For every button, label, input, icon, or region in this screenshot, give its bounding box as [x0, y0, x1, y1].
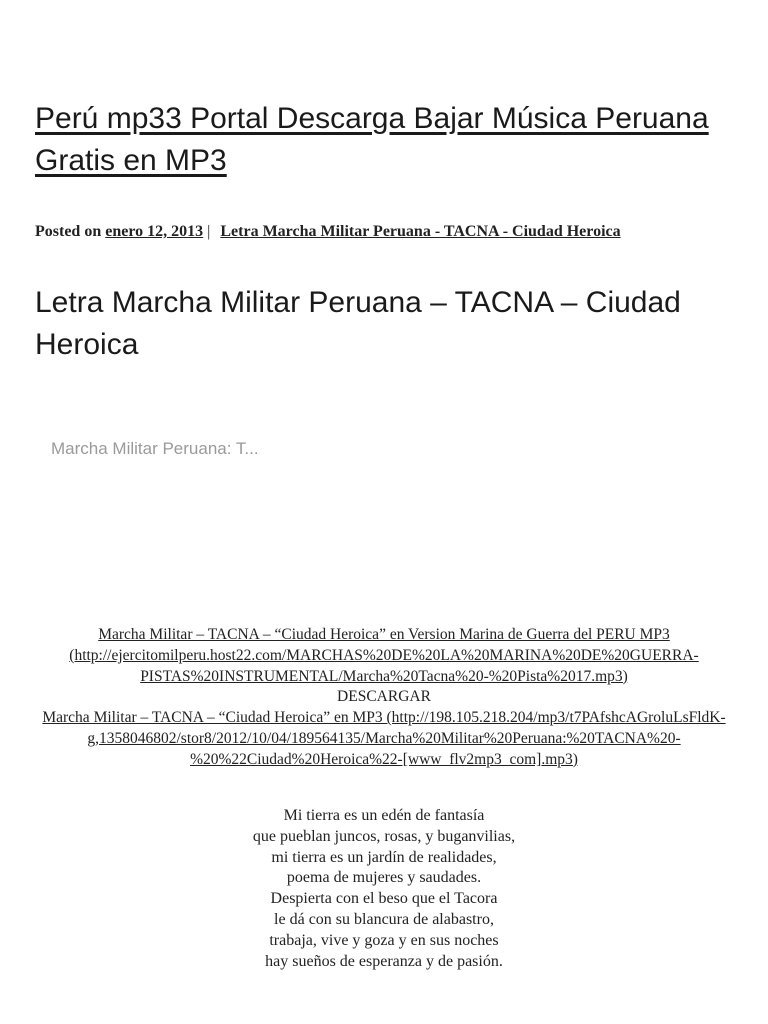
- lyrics-line: hay sueños de esperanza y de pasión.: [265, 952, 503, 970]
- audio-embed-caption[interactable]: Marcha Militar Peruana: T...: [51, 439, 259, 458]
- download-link-marina[interactable]: Marcha Militar – TACNA – “Ciudad Heroica” en Version Marina de Guerra del PERU MP3 (http://ejercitomilperu.host22.com/MARCHAS%20DE%20LA%20MARINA%20DE%20GUERRA-PISTAS%20INSTRUMENTAL/Marcha%20Tacna%20-%20Pista%2017.mp3): [69, 626, 699, 685]
- lyrics-line: le dá con su blancura de alabastro,: [274, 910, 494, 928]
- download-link-mp3[interactable]: Marcha Militar – TACNA – “Ciudad Heroica” en MP3 (http://198.105.218.204/mp3/t7PAfshcAGroluLsFldK-g,1358046802/stor8/2012/10/04/189564135/Marcha%20Militar%20Peruana:%20TACNA%20-%20%22Ciudad%20Heroica%22-[www_flv2mp3_com].mp3): [42, 709, 726, 768]
- post-date-link[interactable]: enero 12, 2013: [105, 223, 204, 240]
- lyrics-line: poema de mujeres y saudades.: [286, 869, 482, 887]
- meta-separator: |: [207, 223, 211, 240]
- post-meta: [35, 221, 755, 243]
- download-links: [35, 625, 733, 771]
- lyrics-line: trabaja, vive y goza y en sus noches: [269, 931, 499, 949]
- lyrics-line: Mi tierra es un edén de fantasía: [283, 807, 485, 824]
- lyrics-line: Despierta con el beso que el Tacora: [270, 890, 498, 908]
- category-link[interactable]: Letra Marcha Militar Peruana - TACNA - Ciudad Heroica: [220, 223, 621, 240]
- site-title-link[interactable]: Perú mp33 Portal Descarga Bajar Música Peruana Gratis en MP3: [35, 102, 709, 177]
- lyrics-line: mi tierra es un jardín de realidades,: [271, 848, 497, 866]
- download-label: DESCARGAR: [337, 688, 431, 706]
- lyrics-block: [35, 806, 733, 972]
- posted-on-label: Posted on: [35, 223, 102, 240]
- post-title: Letra Marcha Militar Peruana – TACNA – Ciudad Heroica: [35, 286, 681, 361]
- lyrics-line: que pueblan juncos, rosas, y buganvilias,: [252, 827, 516, 845]
